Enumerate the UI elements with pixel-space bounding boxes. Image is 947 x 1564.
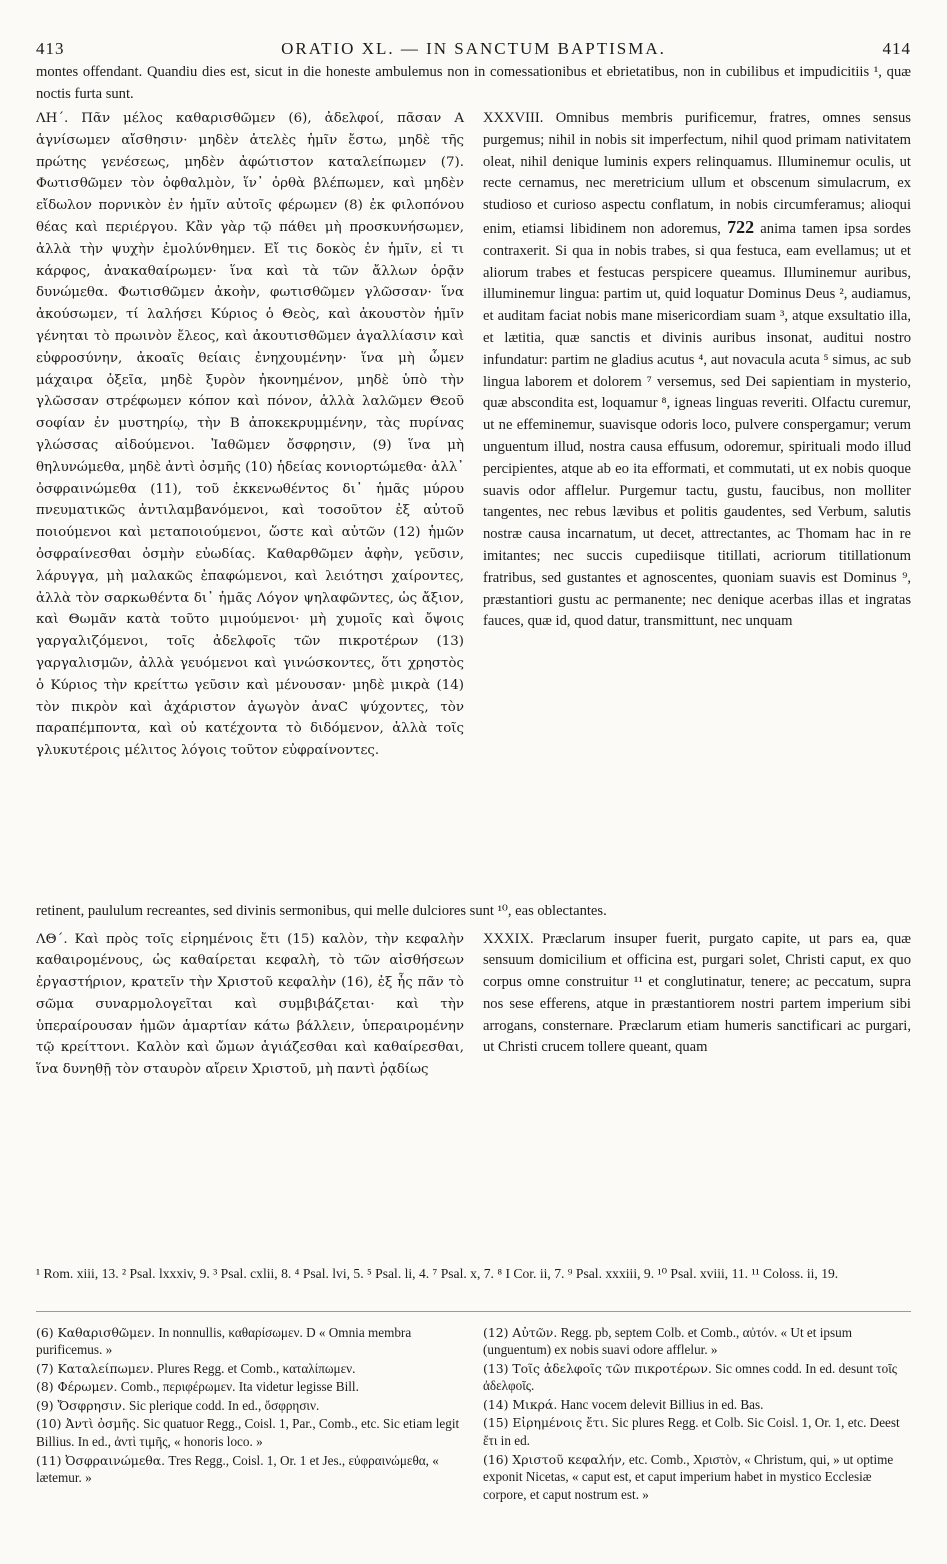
greek-column-38: [36, 108, 464, 901]
latin-text-39: XXXIX. Præclarum insuper fuerit, purgato capite, ut pars ea, quæ sensuum domicilium et officina est, purgari solet, Christi caput, ex quo corpus omne construitur ¹¹ et conglutinatur, tenere; ac peccatum, supra nos sese efferens, atque in præstantiorem nostri partem imperium sibi arrogans, consternare. Præclarum etiam humeris sanctificari ac purgari, ut Christi crucem tollere queant, quam: [483, 930, 911, 1056]
running-header: [36, 36, 911, 62]
note-item: [483, 1360, 911, 1395]
note-label: (12) Αὐτῶν.: [483, 1324, 558, 1340]
page-number-right: 414: [882, 39, 911, 58]
note-item: [36, 1397, 464, 1415]
latin-continuation-top: montes offendant. Quandiu dies est, sicut in die honeste ambulemus non in comessationibus et ebrietatibus, non in cubilibus et impudicitiis ¹, quæ noctis furta sunt.: [36, 64, 911, 102]
note-text: Regg. pb, septem Colb. et Comb., αὐτόν. « Ut et ipsum (unguentum) ex nobis suavi odore afflelur. »: [483, 1324, 852, 1358]
note-text: etc. Comb., Χριστὸν, « Christum, qui, » ut optime exponit Nicetas, « caput est, et caput imperium habet in mystico Ecclesiæ corpore, et caput nostrum est. »: [483, 1451, 894, 1502]
note-label: (13) Τοῖς ἀδελφοῖς τῶν πικροτέρων.: [483, 1360, 712, 1376]
page: [36, 36, 911, 1564]
latin-text-38: [483, 108, 911, 633]
note-text: Sic plerique codd. In ed., ὄσφρησιν.: [125, 1397, 320, 1413]
section-number-38: XXXVIII.: [483, 110, 544, 126]
note-label: (9) Ὄσφρησιν.: [36, 1397, 126, 1413]
note-label: (10) Ἀντὶ ὀσμῆς.: [36, 1416, 140, 1432]
latin-column-38: [483, 108, 911, 901]
note-text: In nonnullis, καθαρίσωμεν. D « Omnia membra purificemus. »: [36, 1324, 412, 1358]
page-title: ORATIO XL. — IN SANCTUM BAPTISMA.: [281, 39, 666, 58]
note-item: [483, 1414, 911, 1449]
section-39: [36, 929, 911, 1259]
greek-text-39: ΛΘ΄. Καὶ πρὸς τοῖς εἰρημένοις ἔτι (15) καλὸν, τὴν κεφαλὴν καθαιρομένους, ὡς καθαίρεται κεφαλὴ, τὸ τῶν αἰσθήσεων ἐργαστήριον, κρατεῖν τὴν Χριστοῦ κεφαλὴν (16), ἐξ ἧς πᾶν τὸ σῶμα συναρμολογεῖται καὶ συμβιβάζεται· καὶ τὴν ὑπεραίρουσαν ἡμῶν ἁμαρτίαν κάτω βάλλειν, ὑπεραιρομένην τῷ κρείττονι. Καλὸν καὶ ὤμων ἁγιάζεσθαι καὶ καθαίρεσθαι, ἵνα δυνηθῇ τὸν σταυρὸν αἴρειν Χριστοῦ, μὴ παντὶ ῥᾳδίως: [36, 931, 464, 1078]
note-text: Sic plures Regg. et Colb. Sic Coisl. 1, Or. 1, etc. Deest ἔτι in ed.: [483, 1415, 900, 1449]
latin-continuation-middle: retinent, paululum recreantes, sed divinis sermonibus, qui melle dulciores sunt ¹⁰, eas oblectantes.: [36, 903, 607, 919]
note-item: [483, 1396, 911, 1414]
critical-notes: [36, 1324, 911, 1564]
note-item: [36, 1452, 464, 1487]
latin-column-39: [483, 929, 911, 1259]
note-label: (6) Καθαρισθῶμεν.: [36, 1324, 156, 1340]
note-item: [36, 1324, 464, 1359]
note-text: Comb., περιφέρωμεν. Ita videtur legisse Bill.: [117, 1379, 359, 1395]
note-label: (16) Χριστοῦ κεφαλήν,: [483, 1451, 626, 1467]
note-item: [36, 1415, 464, 1450]
note-label: (14) Μικρά.: [483, 1396, 558, 1412]
note-text: Hanc vocem delevit Billius in ed. Bas.: [557, 1396, 764, 1412]
note-label: (7) Καταλείπωμεν.: [36, 1360, 154, 1376]
note-text: Sic omnes codd. In ed. desunt τοῖς ἀδελφοῖς.: [483, 1360, 897, 1394]
note-text: Tres Regg., Coisl. 1, Or. 1 et Jes., εὐφραινώμεθα, « lætemur. »: [36, 1452, 439, 1486]
notes-left-column: [36, 1324, 464, 1564]
note-label: (11) Ὀσφραινώμεθα.: [36, 1452, 166, 1468]
notes-right-column: [483, 1324, 911, 1564]
section-38: [36, 108, 911, 901]
note-text: Plures Regg. et Comb., καταλίπωμεν.: [153, 1360, 356, 1376]
latin-text-38-part2: anima tamen ipsa sordes contraxerit. Si qua in nobis trabes, si qua festuca, eam evellamus; ut et aliorum trabes et festucas perspicere queamus. Illuminemur auribus, illuminemur lingua: partim ut, quid loquatur Dominus Deus ², audiamus, et auditam faciat nobis mane misericordiam suam ³, atque exsultatio illa, et lætitia, quæ sanctis et divinis auribus insonat, auditui nostro infundatur: partim ne gladius acutus ⁴, aut novacula acuta ⁵ simus, ac sub lingua laborem et dolorem ⁷ versemus, sed Dei sapientiam in mysterio, quæ abscondita est, loquamur ⁸, igneas linguas reveriti. Olfactu curemur, ut ne effeminemur, suavisque odoris loco, pulvere conspergamur; verum unguentum illud, nostra causa effusum, odoremur, spirituali modo illud percipientes, atque ab eo ita efformati, et commutati, ut ex nobis quoque suavis odor afflelur. Purgemur tactu, gustu, faucibus, non molliter tangentes, nec rebus lævibus et politis gaudentes, sed Verbum, salutis nostræ causa incarnatum, ut decet, attrectantes, ac Thomam hac in re imitantes; nec succis cupediisque titillati, acriorum titillationum fratribus, sed gustantes et agnoscentes, quoniam suavis est Dominus ⁹, præstantiori gustu ac permanente; nec denique acerbas illas et ingratas fauces, quæ id, quod datur, transmittunt, nec unquam: [483, 220, 911, 630]
note-item: [36, 1360, 464, 1378]
scripture-references: ¹ Rom. xiii, 13. ² Psal. lxxxiv, 9. ³ Psal. cxlii, 8. ⁴ Psal. lvi, 5. ⁵ Psal. li, 4. ⁷ Psal. x, 7. ⁸ I Cor. ii, 7. ⁹ Psal. xxxiii, 9. ¹⁰ Psal. xviii, 11. ¹¹ Coloss. ii, 19.: [36, 1265, 911, 1312]
note-item: [483, 1324, 911, 1359]
greek-column-39: [36, 929, 464, 1259]
column-marker: 722: [727, 216, 755, 237]
page-number-left: 413: [36, 39, 65, 58]
note-label: (15) Εἰρημένοις ἔτι.: [483, 1415, 609, 1431]
latin-text-38-part1: Omnibus membris purificemur, fratres, omnes sensus purgemus; nihil in nobis sit imperfectum, nihil quod primam nativitatem oleat, nihil denique luminis expers relinquamus. Illuminemur oculis, ut recte cernamus, nec meretricium ullum et obscenum simulacrum, ex studioso et curioso aspectu conflatum, in nobis circumferamus; alioqui enim, etiamsi libidinem non adoremus,: [483, 110, 911, 237]
note-text: Sic quatuor Regg., Coisl. 1, Par., Comb., etc. Sic etiam legit Billius. In ed., ἀντὶ τιμῆς, « honoris loco. »: [36, 1416, 460, 1450]
greek-text-38: ΛΗ΄. Πᾶν μέλος καθαρισθῶμεν (6), ἀδελφοί, πᾶσαν A ἁγνίσωμεν αἴσθησιν· μηδὲν ἀτελὲς ἡμῖν ἔστω, μηδὲ τῆς πρώτης γενέσεως, μηδὲν ἀφώτιστον καταλείπωμεν (7). Φωτισθῶμεν τὸν ὀφθαλμὸν, ἵν᾽ ὀρθὰ βλέπωμεν, καὶ μηδὲν εἴδωλον πορνικὸν ἐν ἡμῖν αὐτοῖς φέρωμεν (8) ἐκ φιλοπόνου θέας καὶ περιέργου. Κἂν γὰρ τῷ πάθει μὴ προσκυνήσωμεν, ἀλλὰ τὴν ψυχὴν ἐμολύνθημεν. Εἴ τις δοκὸς ἐν ἡμῖν, εἰ τι κάρφος, ἀνακαθαίρωμεν· ἵνα καὶ τὰ τῶν ἄλλων ὁρᾷν δυνώμεθα. Φωτισθῶμεν ἀκοὴν, φωτισθῶμεν γλῶσσαν· ἵνα ἀκούσωμεν, τί λαλήσει Κύριος ὁ Θεὸς, καὶ ἀκουστὸν ἡμῖν γένηται τὸ πρωινὸν ἔλεος, καὶ ἀκουτισθῶμεν ἀγαλλίασιν καὶ εὐφροσύνην, ἀκοαῖς θείαις ἐνηχουμένην· ἵνα μὴ ὦμεν μάχαιρα ὀξεῖα, μηδὲ ξυρὸν ἠκονημένον, μηδὲ ὑπὸ τὴν γλῶσσαν στρέφωμεν κόπον καὶ πόνον, ἀλλὰ λαλῶμεν Θεοῦ σοφίαν ἐν μυστηρίῳ, τὴν B ἀποκεκρυμμένην, τὰς πυρίνας γλώσσας αἰδούμενοι. Ἰαθῶμεν ὄσφρησιν, (9) ἵνα μὴ θηλυνώμεθα, μηδὲ ἀντὶ ὀσμῆς (10) ἡδείας κονιορτώμεθα· ἀλλ᾽ ὀσφραινώμεθα (11), τοῦ ἐκκενωθέντος δι᾽ ἡμᾶς μύρου πνευματικῶς ἀντιλαμβανόμενοι, καὶ τοσοῦτον ἐξ αὐτοῦ ποιούμενοι καὶ μεταποιούμενοι, ὥστε καὶ αὐτῶν (12) ἡμῶν ὀσφραίνεσθαι ὀσμὴν εὐωδίας. Καθαρθῶμεν ἀφὴν, γεῦσιν, λάρυγγα, μὴ μαλακῶς ἐπαφώμενοι, καὶ λειότησι χαίροντες, ἀλλὰ τὸν σαρκωθέντα δι᾽ ἡμᾶς Λόγον ψηλαφῶντες, ὡς ἄξιον, καὶ Θωμᾶν κατὰ τοῦτο μιμούμενοι· μὴ χυμοῖς καὶ ὄψοις γαργαλιζόμενοι, τοῖς ἀδελφοῖς τῶν πικροτέρων (13) γαργαλισμῶν, ἀλλὰ γευόμενοι καὶ γινώσκοντες, ὅτι χρηστὸς ὁ Κύριος τὴν κρείττω γεῦσιν καὶ μένουσαν· μηδὲ μικρὰ (14) τὸν πικρὸν καὶ ἀχάριστον ἀγωγὸν ἀναC ψύχοντες, τὸν παραπέμποντα, καὶ οὐ κατέχοντα τὸ διδόμενον, ἀλλὰ τοῖς γλυκυτέροις μέλιτος λόγοις τοῦτον εὐφραίνοντες.: [36, 111, 464, 759]
note-item: [36, 1378, 464, 1396]
note-item: [483, 1451, 911, 1504]
note-label: (8) Φέρωμεν.: [36, 1379, 118, 1395]
